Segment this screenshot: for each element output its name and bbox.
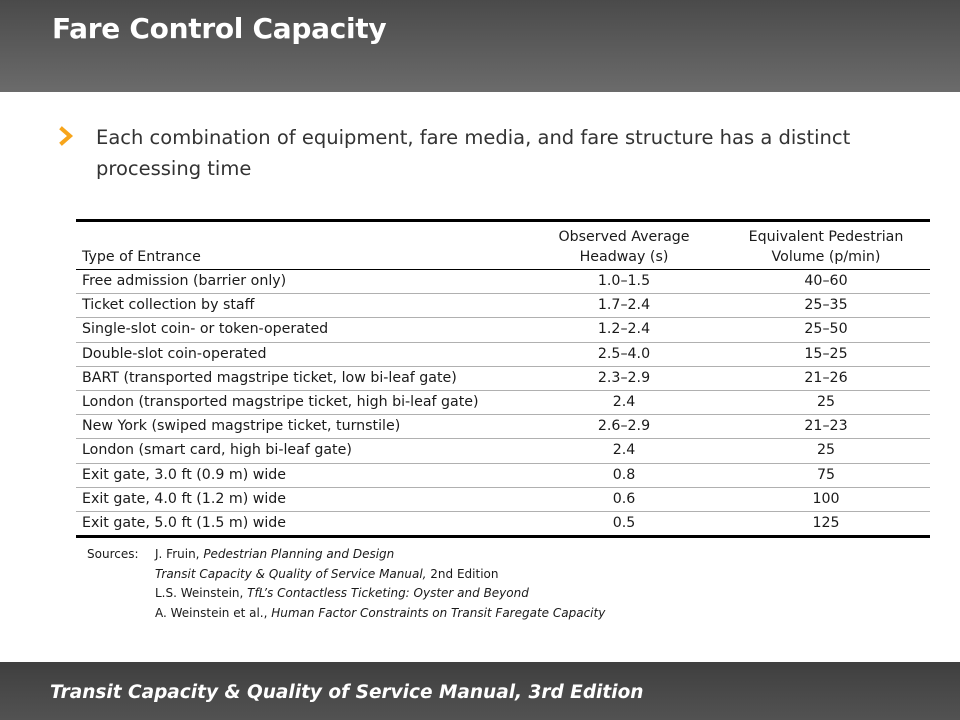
- table-row: [76, 270, 930, 294]
- header-type-of-entrance: Type of Entrance: [76, 221, 526, 270]
- cell-headway: 2.3–2.9: [526, 366, 722, 390]
- header-pedestrian-volume-line1: Equivalent Pedestrian: [748, 229, 904, 245]
- cell-entrance-type: BART (transported magstripe ticket, low bi-leaf gate): [76, 366, 526, 390]
- source-suffix: 2nd Edition: [426, 566, 499, 581]
- table-header-row: [76, 221, 930, 270]
- cell-volume: 25–50: [722, 318, 930, 342]
- source-line: [155, 604, 605, 624]
- source-title: TfL’s Contactless Ticketing: Oyster and Beyond: [247, 586, 529, 600]
- cell-volume: 21–23: [722, 415, 930, 439]
- cell-entrance-type: New York (swiped magstripe ticket, turnstile): [76, 415, 526, 439]
- cell-headway: 0.5: [612, 514, 636, 531]
- slide-title: Fare Control Capacity: [52, 12, 387, 45]
- table-row: [76, 318, 930, 342]
- header-observed-headway-line1: Observed Average: [558, 229, 690, 245]
- source-title: Transit Capacity & Quality of Service Manual,: [155, 566, 427, 581]
- cell-entrance-type: Free admission (barrier only): [76, 270, 526, 294]
- source-author: J. Fruin,: [155, 547, 204, 561]
- table-row: [76, 463, 930, 487]
- source-title: Human Factor Constraints on Transit Faregate Capacity: [271, 605, 606, 620]
- cell-volume: 100: [722, 487, 930, 511]
- bullet-text: Each combination of equipment, fare media, and fare structure has a distinct processing time: [96, 126, 851, 180]
- cell-volume: 15–25: [722, 342, 930, 366]
- source-title: Pedestrian Planning and Design: [203, 547, 395, 561]
- cell-headway: 2.6–2.9: [526, 415, 722, 439]
- table-row: [76, 342, 930, 366]
- cell-volume: 75: [722, 463, 930, 487]
- sources-label: Sources:: [87, 547, 139, 561]
- cell-headway: 1.7–2.4: [526, 294, 722, 318]
- cell-volume: 25–35: [722, 294, 930, 318]
- cell-headway: 1.2–2.4: [526, 318, 722, 342]
- cell-volume: 25: [722, 390, 930, 414]
- header-observed-headway: [526, 221, 722, 270]
- cell-headway: 0.6: [526, 487, 722, 511]
- source-line: [155, 545, 605, 565]
- cell-entrance-type: Exit gate, 5.0 ft (1.5 m) wide: [82, 514, 287, 531]
- cell-headway: 1.0–1.5: [526, 270, 722, 294]
- fare-control-table: [76, 219, 930, 538]
- chevron-right-icon: [58, 126, 76, 146]
- sources-list: [155, 545, 605, 623]
- title-bar: [0, 0, 960, 92]
- cell-entrance-type: London (transported magstripe ticket, high bi-leaf gate): [76, 390, 526, 414]
- cell-entrance-type: Ticket collection by staff: [76, 294, 526, 318]
- header-observed-headway-line2: Headway (s): [579, 249, 669, 265]
- cell-volume: 40–60: [722, 270, 930, 294]
- cell-volume: 125: [812, 514, 840, 531]
- cell-headway: 2.4: [526, 390, 722, 414]
- cell-volume: 21–26: [722, 366, 930, 390]
- cell-entrance-type: London (smart card, high bi-leaf gate): [76, 439, 526, 463]
- source-line: [155, 584, 605, 604]
- cell-entrance-type: Single-slot coin- or token-operated: [76, 318, 526, 342]
- table-row: [76, 415, 930, 439]
- table-row: [76, 366, 930, 390]
- table-row: [76, 487, 930, 511]
- table-row: [76, 294, 930, 318]
- table-row: [76, 390, 930, 414]
- source-author: A. Weinstein et al.,: [155, 605, 272, 620]
- table-row: [76, 439, 930, 463]
- cell-entrance-type: Exit gate, 4.0 ft (1.2 m) wide: [76, 487, 526, 511]
- cell-headway: 2.4: [526, 439, 722, 463]
- footer-text: Transit Capacity & Quality of Service Manual, 3rd Edition: [50, 682, 644, 703]
- source-author: L.S. Weinstein,: [155, 586, 248, 600]
- table-row: [76, 511, 930, 536]
- footer-bar: [0, 662, 960, 720]
- header-pedestrian-volume: [722, 221, 930, 270]
- source-line: [155, 565, 605, 585]
- cell-headway: 0.8: [526, 463, 722, 487]
- cell-volume: 25: [722, 439, 930, 463]
- bullet-item: [58, 122, 878, 184]
- cell-headway: 2.5–4.0: [526, 342, 722, 366]
- cell-entrance-type: Exit gate, 3.0 ft (0.9 m) wide: [76, 463, 526, 487]
- header-pedestrian-volume-line2: Volume (p/min): [771, 249, 881, 265]
- cell-entrance-type: Double-slot coin-operated: [76, 342, 526, 366]
